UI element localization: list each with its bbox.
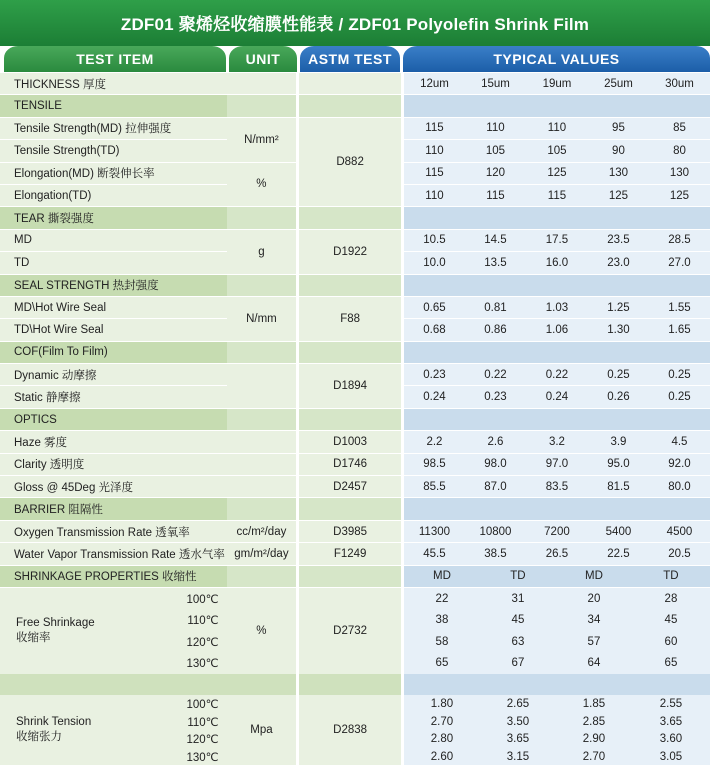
- value-cell: 95.0: [588, 453, 649, 475]
- row-label: Gloss @ 45Deg 光泽度: [0, 476, 227, 498]
- value-cell: 34: [587, 614, 601, 627]
- value-cell: 38.5: [465, 543, 526, 565]
- value-cell: 2.55: [659, 698, 683, 711]
- value-cell: 11300: [404, 520, 465, 542]
- value-cell: 5400: [588, 520, 649, 542]
- table-row: [0, 476, 710, 498]
- section-row: [0, 274, 710, 296]
- section-title: SHRINKAGE PROPERTIES 收缩性: [0, 565, 227, 587]
- thickness-row: [0, 73, 710, 95]
- value-cell: 23.5: [588, 229, 649, 251]
- value-cell: 3.2: [526, 431, 588, 453]
- value-cell: 63: [511, 635, 525, 648]
- value-cell: 2.60: [430, 750, 454, 763]
- value-cell: 83.5: [526, 476, 588, 498]
- table-row: [0, 453, 710, 475]
- row-label: MD: [0, 229, 227, 251]
- value-cell: 1.80: [430, 698, 454, 711]
- thickness-value: 19um: [526, 73, 588, 95]
- temperature-label: 130℃: [186, 658, 219, 671]
- thickness-value: 30um: [649, 73, 710, 95]
- value-cell: 130: [649, 162, 710, 184]
- temperature-label: 110℃: [187, 716, 219, 729]
- astm-cell: D2838: [299, 695, 401, 765]
- section-row: [0, 341, 710, 363]
- value-cell: 58: [435, 635, 449, 648]
- value-cell: 110: [465, 117, 526, 139]
- section-row: [0, 565, 710, 587]
- section-row: [0, 207, 710, 229]
- table-row: [0, 117, 710, 139]
- value-cell: 0.23: [465, 386, 526, 408]
- value-cell: 38: [435, 614, 449, 627]
- value-cell: 3.05: [659, 750, 683, 763]
- header-test-item: TEST ITEM: [4, 46, 226, 72]
- row-label: Elongation(MD) 断裂伸长率: [0, 162, 227, 184]
- value-cell: 16.0: [526, 252, 588, 274]
- row-label: TD\Hot Wire Seal: [0, 319, 227, 341]
- row-label: Static 静摩擦: [0, 386, 227, 408]
- value-cell: 10.5: [404, 229, 465, 251]
- shrink-tension-label: Shrink Tension: [16, 716, 92, 729]
- shrink-col-header: TD: [510, 570, 526, 583]
- thickness-value: 25um: [588, 73, 649, 95]
- header-typical-values: TYPICAL VALUES: [403, 46, 710, 72]
- value-cell: 65: [664, 657, 678, 670]
- value-cell: 22.5: [588, 543, 649, 565]
- header-astm-test: ASTM TEST: [300, 46, 400, 72]
- free-shrinkage-label-cn: 收缩率: [16, 631, 51, 644]
- value-cell: 0.65: [404, 296, 465, 318]
- value-cell: 26.5: [526, 543, 588, 565]
- value-cell: 120: [465, 162, 526, 184]
- value-cell: 31: [511, 592, 525, 605]
- value-cell: 130: [588, 162, 649, 184]
- value-cell: 23.0: [588, 252, 649, 274]
- temperature-label: 120℃: [186, 636, 219, 649]
- temperature-label: 110℃: [187, 615, 219, 628]
- value-cell: 2.85: [582, 715, 606, 728]
- value-cell: 85: [649, 117, 710, 139]
- astm-cell: F88: [299, 296, 401, 341]
- free-shrinkage-block: [0, 587, 710, 674]
- value-cell: 17.5: [526, 229, 588, 251]
- astm-cell: D2457: [299, 476, 401, 498]
- value-cell: 28: [664, 592, 678, 605]
- value-cell: 90: [588, 140, 649, 162]
- row-label: Tensile Strength(TD): [0, 140, 227, 162]
- value-cell: 45.5: [404, 543, 465, 565]
- row-label: Water Vapor Transmission Rate 透水气率: [0, 543, 227, 565]
- row-label: THICKNESS 厚度: [0, 73, 227, 95]
- value-cell: 0.25: [649, 364, 710, 386]
- value-cell: 125: [526, 162, 588, 184]
- value-cell: 97.0: [526, 453, 588, 475]
- page-title: ZDF01 聚烯烃收缩膜性能表 / ZDF01 Polyolefin Shrink Film: [120, 15, 590, 34]
- section-title: BARRIER 阻隔性: [0, 498, 227, 520]
- value-cell: 98.0: [465, 453, 526, 475]
- unit-cell: cc/m²/day: [227, 520, 297, 542]
- value-cell: 22: [435, 592, 449, 605]
- spacer-row: [0, 674, 710, 695]
- value-cell: 3.50: [506, 715, 530, 728]
- value-cell: 0.24: [404, 386, 465, 408]
- row-label: Clarity 透明度: [0, 453, 227, 475]
- row-label: Tensile Strength(MD) 拉伸强度: [0, 117, 227, 139]
- table-row: [0, 431, 710, 453]
- value-cell: 0.86: [465, 319, 526, 341]
- value-cell: 0.25: [588, 364, 649, 386]
- unit-cell: N/mm²: [227, 117, 297, 162]
- value-cell: 45: [511, 614, 525, 627]
- shrink-col-header: MD: [433, 570, 451, 583]
- astm-cell: D882: [299, 117, 401, 207]
- value-cell: 1.55: [649, 296, 710, 318]
- value-cell: 0.23: [404, 364, 465, 386]
- value-cell: 1.65: [649, 319, 710, 341]
- value-cell: 1.03: [526, 296, 588, 318]
- value-cell: 115: [404, 117, 465, 139]
- value-cell: 0.25: [649, 386, 710, 408]
- value-cell: 87.0: [465, 476, 526, 498]
- value-cell: 110: [404, 184, 465, 206]
- row-label: Haze 雾度: [0, 431, 227, 453]
- value-cell: 0.22: [465, 364, 526, 386]
- value-cell: 115: [404, 162, 465, 184]
- value-cell: 2.70: [430, 715, 454, 728]
- unit-cell: gm/m²/day: [227, 543, 297, 565]
- value-cell: 2.90: [582, 733, 606, 746]
- value-cell: 64: [587, 657, 601, 670]
- free-shrinkage-label: Free Shrinkage: [16, 616, 95, 629]
- astm-cell: D3985: [299, 520, 401, 542]
- value-cell: 65: [435, 657, 449, 670]
- value-cell: 4.5: [649, 431, 710, 453]
- shrink-col-header: MD: [585, 570, 603, 583]
- table-row: [0, 229, 710, 251]
- value-cell: 57: [587, 635, 601, 648]
- value-cell: 2.80: [430, 733, 454, 746]
- table-row: [0, 543, 710, 565]
- value-cell: 13.5: [465, 252, 526, 274]
- value-cell: 20: [587, 592, 601, 605]
- properties-table: [0, 73, 710, 765]
- value-cell: 60: [664, 635, 678, 648]
- value-cell: 80: [649, 140, 710, 162]
- value-cell: 98.5: [404, 453, 465, 475]
- value-cell: 10.0: [404, 252, 465, 274]
- value-cell: 115: [465, 184, 526, 206]
- value-cell: 125: [649, 184, 710, 206]
- unit-cell: g: [227, 229, 297, 274]
- unit-cell: N/mm: [227, 296, 297, 341]
- shrink-col-header: TD: [663, 570, 679, 583]
- value-cell: 0.68: [404, 319, 465, 341]
- thickness-value: 12um: [404, 73, 465, 95]
- section-row: [0, 498, 710, 520]
- value-cell: 115: [526, 184, 588, 206]
- value-cell: 20.5: [649, 543, 710, 565]
- shrink-tension-block: [0, 695, 710, 765]
- astm-cell: F1249: [299, 543, 401, 565]
- value-cell: 3.60: [659, 733, 683, 746]
- value-cell: 3.9: [588, 431, 649, 453]
- value-cell: 80.0: [649, 476, 710, 498]
- row-label: Oxygen Transmission Rate 透氧率: [0, 520, 227, 542]
- section-title: SEAL STRENGTH 热封强度: [0, 274, 227, 296]
- value-cell: 3.15: [506, 750, 530, 763]
- temperature-label: 120℃: [186, 734, 219, 747]
- value-cell: 92.0: [649, 453, 710, 475]
- value-cell: 3.65: [506, 733, 530, 746]
- value-cell: 10800: [465, 520, 526, 542]
- value-cell: 110: [404, 140, 465, 162]
- value-cell: 105: [465, 140, 526, 162]
- section-title: OPTICS: [0, 408, 227, 430]
- value-cell: 67: [511, 657, 525, 670]
- astm-cell: D2732: [299, 587, 401, 674]
- value-cell: 0.22: [526, 364, 588, 386]
- value-cell: 0.24: [526, 386, 588, 408]
- value-cell: 81.5: [588, 476, 649, 498]
- value-cell: 110: [526, 117, 588, 139]
- astm-cell: D1746: [299, 453, 401, 475]
- table-row: [0, 364, 710, 386]
- temperature-label: 100℃: [186, 699, 219, 712]
- thickness-value: 15um: [465, 73, 526, 95]
- value-cell: 2.70: [582, 750, 606, 763]
- row-label: MD\Hot Wire Seal: [0, 296, 227, 318]
- value-cell: 14.5: [465, 229, 526, 251]
- unit-cell: Mpa: [227, 695, 297, 765]
- value-cell: 1.30: [588, 319, 649, 341]
- value-cell: 95: [588, 117, 649, 139]
- value-cell: 85.5: [404, 476, 465, 498]
- astm-cell: D1003: [299, 431, 401, 453]
- value-cell: 1.06: [526, 319, 588, 341]
- value-cell: 3.65: [659, 715, 683, 728]
- temperature-label: 130℃: [186, 751, 219, 764]
- value-cell: 0.26: [588, 386, 649, 408]
- table-row: [0, 296, 710, 318]
- section-title: COF(Film To Film): [0, 341, 227, 363]
- header-unit: UNIT: [229, 46, 297, 72]
- unit-cell: %: [227, 162, 297, 207]
- section-title: TEAR 撕裂强度: [0, 207, 227, 229]
- value-cell: 2.2: [404, 431, 465, 453]
- row-label: Dynamic 动摩擦: [0, 364, 227, 386]
- temperature-label: 100℃: [186, 593, 219, 606]
- astm-cell: D1894: [299, 364, 401, 409]
- value-cell: 2.65: [506, 698, 530, 711]
- value-cell: 0.81: [465, 296, 526, 318]
- row-label: Elongation(TD): [0, 184, 227, 206]
- value-cell: 45: [664, 614, 678, 627]
- unit-cell: %: [227, 587, 297, 674]
- value-cell: 1.85: [582, 698, 606, 711]
- value-cell: 4500: [649, 520, 710, 542]
- section-row: [0, 408, 710, 430]
- shrink-tension-label-cn: 收缩张力: [16, 731, 62, 744]
- value-cell: 1.25: [588, 296, 649, 318]
- row-label: TD: [0, 252, 227, 274]
- astm-cell: D1922: [299, 229, 401, 274]
- value-cell: 125: [588, 184, 649, 206]
- table-row: [0, 520, 710, 542]
- value-cell: 28.5: [649, 229, 710, 251]
- section-row: [0, 95, 710, 117]
- value-cell: 105: [526, 140, 588, 162]
- section-title: TENSILE: [0, 95, 227, 117]
- value-cell: 2.6: [465, 431, 526, 453]
- value-cell: 27.0: [649, 252, 710, 274]
- value-cell: 7200: [526, 520, 588, 542]
